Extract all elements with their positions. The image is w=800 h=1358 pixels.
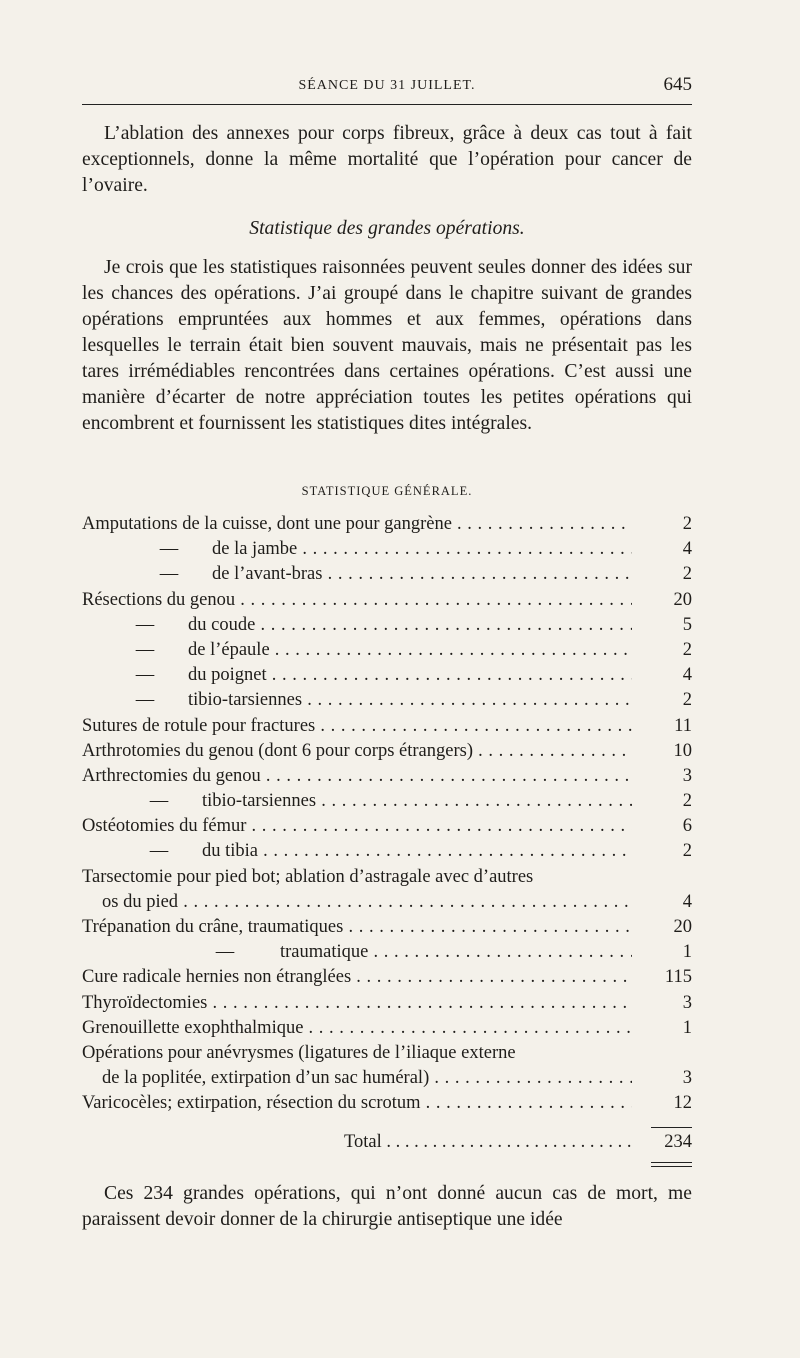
total-value: 234 [664,1132,692,1152]
table-row [82,1041,692,1066]
table-row [82,588,692,613]
table-row [82,688,692,713]
ditto-dash: — [135,665,155,686]
table-row [82,915,692,940]
ditto-dash: — [159,539,179,560]
row-value: 1 [682,942,692,963]
table-row [82,638,692,663]
table-row [82,865,692,890]
row-label: Tarsectomie pour pied bot; ablation d’astragale avec d’autres [82,866,534,887]
row-label: Résections du genou [82,589,236,610]
table-row [82,1016,692,1041]
row-label: Sutures de rotule pour fractures [82,715,316,736]
table-row [82,1066,692,1091]
running-header [82,74,692,98]
row-value: 4 [682,891,692,912]
row-value: 4 [682,665,692,686]
table-row [82,814,692,839]
row-value: 10 [673,740,692,761]
ditto-dash: — [135,639,155,660]
row-value: 2 [682,690,692,711]
row-value: 3 [682,1068,692,1089]
table-row [82,739,692,764]
row-label: Arthrectomies du genou [82,765,261,786]
table-title: STATISTIQUE GÉNÉRALE. [301,484,473,498]
row-label: Ostéotomies du fémur [82,816,247,837]
table-row [82,663,692,688]
row-value: 2 [682,841,692,862]
row-value: 12 [673,1093,692,1114]
row-value: 5 [682,614,692,635]
table-row [82,991,692,1016]
table-row [82,613,692,638]
row-label: Amputations de la cuisse, dont une pour gangrène [82,514,452,534]
row-label: Cure radicale hernies non étranglées [82,967,352,988]
row-label: Thyroïdectomies [82,992,208,1013]
row-label: du tibia [202,841,259,862]
table-row [82,764,692,789]
table-row [82,839,692,864]
total-label: Total [344,1132,382,1152]
table-row [82,965,692,990]
row-value: 20 [673,917,692,937]
page-number: 645 [663,74,692,95]
row-label: Opérations pour anévrysmes (ligatures de l’iliaque externe [82,1042,516,1063]
row-label: Varicocèles; extirpation, résection du scrotum [82,1093,421,1114]
table-row [82,789,692,814]
paragraph-conclusion: Ces 234 grandes opérations, qui n’ont donné aucun cas de mort, me paraissent devoir donner de la chirurgie antiseptique une idée [82,1183,692,1230]
total-row [82,1132,692,1160]
double-rule [651,1162,692,1167]
row-label: de la jambe [212,539,298,560]
row-value: 2 [682,564,692,585]
row-label: de l’épaule [188,639,270,660]
row-label: Arthrotomies du genou (dont 6 pour corps étrangers) [82,740,473,761]
row-label: tibio-tarsiennes [188,690,303,711]
row-label: du coude [188,614,256,635]
statistics-table [82,512,692,1117]
row-label: Grenouillette exophthalmique [82,1017,304,1038]
ditto-dash: — [215,942,235,963]
table-row [82,714,692,739]
row-value: 6 [682,816,692,837]
ditto-dash: — [149,841,169,862]
header-rule [82,104,692,105]
table-row [82,562,692,587]
ditto-dash: — [159,564,179,585]
table-row [82,940,692,965]
row-label: Trépanation du crâne, traumatiques [82,917,344,937]
ditto-dash: — [135,614,155,635]
table-row [82,890,692,915]
row-value: 4 [682,539,692,560]
row-label: os du pied [102,891,179,912]
row-label: traumatique [280,942,369,963]
row-label: de la poplitée, extirpation d’un sac huméral) [102,1068,430,1089]
ditto-dash: — [135,690,155,711]
table-row [82,512,692,537]
paragraph-annexes: L’ablation des annexes pour corps fibreux, grâce à deux cas tout à fait exceptionnels, donne la même mortalité que l’opération pour cancer de l’ovaire. [82,123,692,196]
row-label: de l’avant-bras [212,564,323,585]
row-value: 115 [664,967,692,988]
row-value: 3 [682,992,692,1013]
section-heading: Statistique des grandes opérations. [249,218,525,239]
ditto-dash: — [149,791,169,812]
row-value: 3 [682,765,692,786]
row-value: 2 [682,791,692,812]
row-label: du poignet [188,665,267,686]
row-value: 2 [682,514,692,534]
table-row [82,1091,692,1116]
row-value: 11 [674,715,692,736]
row-value: 1 [682,1017,692,1038]
paragraph-statistics: Je crois que les statistiques raisonnées peuvent seules donner des idées sur les chances des opérations. J’ai groupé dans le chapitre suivant de grandes opérations empruntées aux hommes et aux femmes, opérations dans lesquelles le terrain était bien souvent mauvais, mais ne présentait pas les tares irrémédiables rencontrées dans certaines opérations. C’est aussi une manière d’écarter de notre appréciation toutes les petites opérations qui encombrent et fournissent les statistiques dites intégrales. [82,257,692,434]
row-value: 2 [682,639,692,660]
sum-rule [651,1127,692,1128]
row-value: 20 [673,589,692,610]
running-title: SÉANCE DU 31 JUILLET. [298,78,476,93]
row-label: tibio-tarsiennes [202,791,317,812]
table-row [82,537,692,562]
